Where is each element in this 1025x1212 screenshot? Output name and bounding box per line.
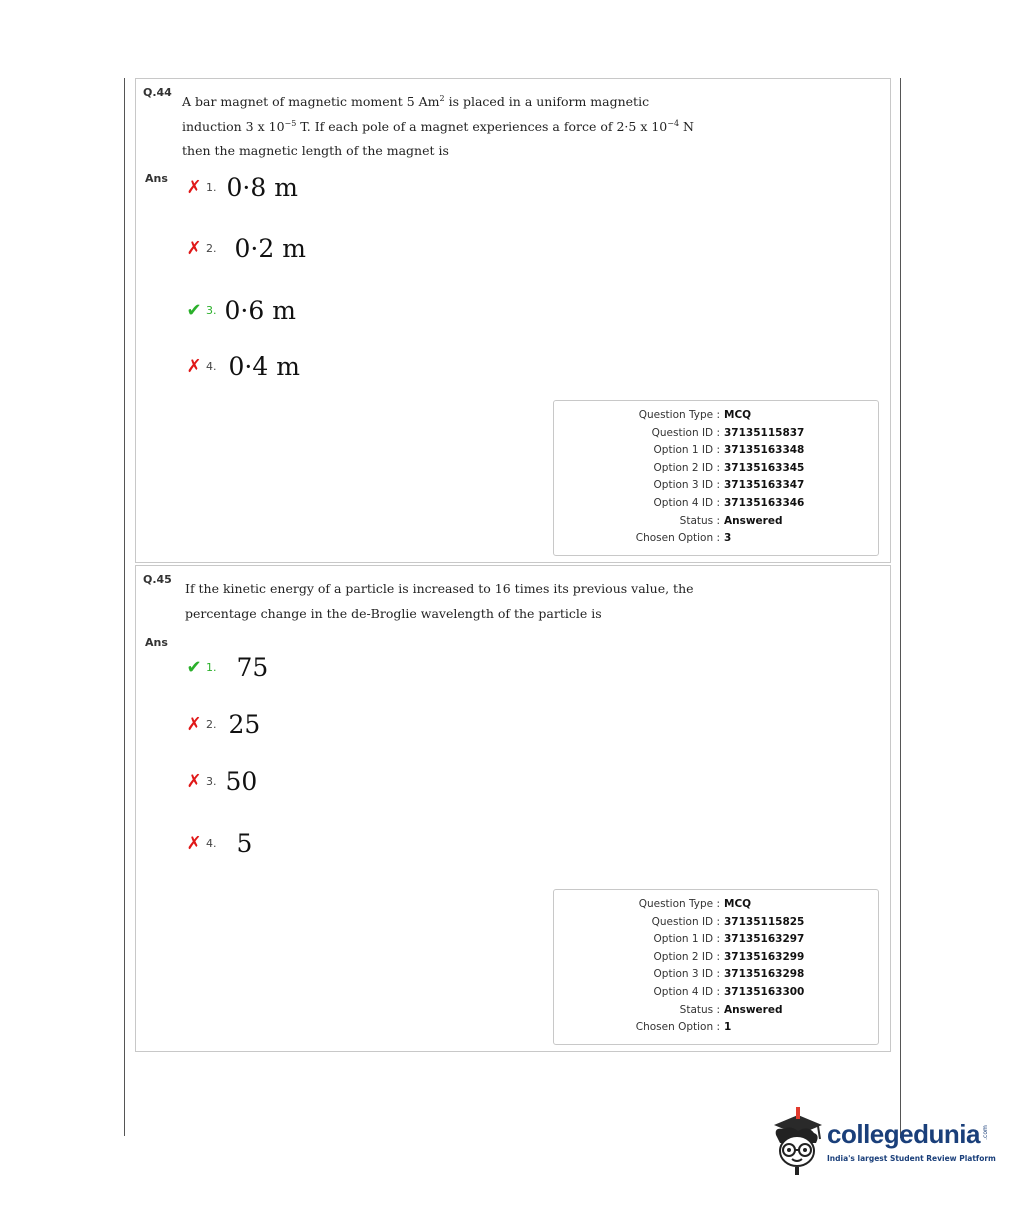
meta-label: Question ID : (651, 915, 720, 928)
question-text (185, 577, 694, 626)
question-text (182, 90, 694, 164)
option-value: 0·8 m (226, 173, 298, 202)
question-meta-box (553, 889, 879, 1045)
cross-icon: ✗ (186, 832, 202, 854)
mascot-icon (770, 1105, 826, 1177)
meta-value: 3 (724, 532, 732, 545)
option-number: 3. (206, 775, 217, 788)
question-text-line: induction 3 x $10^{-5}$ T. If each pole of a magnet experiences a force of 2·5 x $10^{-4}$ N (182, 118, 694, 134)
cross-icon: ✗ (186, 176, 202, 198)
meta-label: Option 2 ID : (653, 950, 720, 963)
option-4 (185, 829, 252, 858)
question-text-line: If the kinetic energy of a particle is increased to 16 times its previous value, the (185, 581, 694, 596)
meta-label: Option 1 ID : (653, 444, 720, 457)
option-2 (185, 234, 306, 263)
question-text-line: then the magnetic length of the magnet is (182, 143, 449, 158)
meta-label: Status : (679, 514, 720, 527)
meta-label: Question Type : (638, 409, 720, 421)
logo-suffix: .com (981, 1125, 989, 1140)
meta-value: 1 (724, 1021, 732, 1034)
meta-label: Question Type : (638, 898, 720, 910)
meta-table (554, 896, 804, 1037)
meta-table (554, 407, 804, 548)
check-icon: ✔ (186, 656, 202, 678)
meta-label: Question ID : (651, 426, 720, 439)
option-2 (185, 710, 260, 739)
option-value: 5 (236, 829, 253, 858)
option-value: 50 (225, 767, 258, 796)
option-value: 0·4 m (228, 352, 300, 381)
meta-label: Status : (679, 1003, 720, 1016)
cross-icon: ✗ (186, 237, 202, 259)
meta-value: 37135115837 (724, 426, 805, 439)
meta-value: 37135163299 (724, 950, 805, 963)
meta-label: Option 2 ID : (653, 461, 720, 474)
option-value: 0·6 m (224, 296, 296, 325)
meta-label: Option 4 ID : (653, 496, 720, 509)
right-border-line (900, 78, 901, 1138)
question-meta-box (553, 400, 879, 556)
question-text-line: A bar magnet of magnetic moment 5 Am$^2$ is placed in a uniform magnetic (182, 93, 650, 109)
meta-value: 37135163300 (724, 985, 805, 998)
meta-value: 37135163297 (724, 933, 805, 946)
option-number: 3. (206, 304, 217, 317)
meta-label: Option 3 ID : (653, 479, 720, 492)
option-value: 75 (236, 653, 269, 682)
meta-value: MCQ (724, 409, 752, 421)
meta-value: 37135163346 (724, 496, 805, 509)
logo-wordmark: collegedunia (827, 1119, 980, 1149)
meta-value: Answered (724, 1003, 783, 1016)
meta-label: Option 4 ID : (653, 985, 720, 998)
option-3 (185, 296, 296, 325)
cross-icon: ✗ (186, 355, 202, 377)
option-value: 0·2 m (234, 234, 306, 263)
option-number: 2. (206, 718, 217, 731)
logo-tagline: India's largest Student Review Platform (827, 1154, 996, 1163)
cross-icon: ✗ (186, 770, 202, 792)
ans-label: Ans (145, 172, 168, 185)
meta-label: Chosen Option : (635, 1021, 720, 1034)
check-icon: ✔ (186, 299, 202, 321)
meta-value: 37135163345 (724, 461, 805, 474)
option-number: 4. (206, 837, 217, 850)
collegedunia-logo (770, 1105, 995, 1180)
option-value: 25 (228, 710, 261, 739)
question-number: Q.44 (143, 86, 172, 99)
option-1 (185, 653, 268, 682)
left-border-line (124, 78, 125, 1136)
option-3 (185, 767, 257, 796)
meta-label: Option 1 ID : (653, 933, 720, 946)
option-number: 4. (206, 360, 217, 373)
meta-value: 37135163347 (724, 479, 805, 492)
ans-label: Ans (145, 636, 168, 649)
meta-value: MCQ (724, 898, 752, 910)
meta-label: Option 3 ID : (653, 968, 720, 981)
meta-label: Chosen Option : (635, 532, 720, 545)
option-4 (185, 352, 300, 381)
question-number: Q.45 (143, 573, 172, 586)
option-number: 1. (206, 181, 217, 194)
option-1 (185, 173, 298, 202)
meta-value: 37135163348 (724, 444, 805, 457)
meta-value: 37135163298 (724, 968, 805, 981)
question-text-line: percentage change in the de-Broglie wavelength of the particle is (185, 605, 602, 621)
meta-value: 37135115825 (724, 915, 805, 928)
cross-icon: ✗ (186, 713, 202, 735)
meta-value: Answered (724, 514, 783, 527)
option-number: 1. (206, 661, 217, 674)
option-number: 2. (206, 242, 217, 255)
